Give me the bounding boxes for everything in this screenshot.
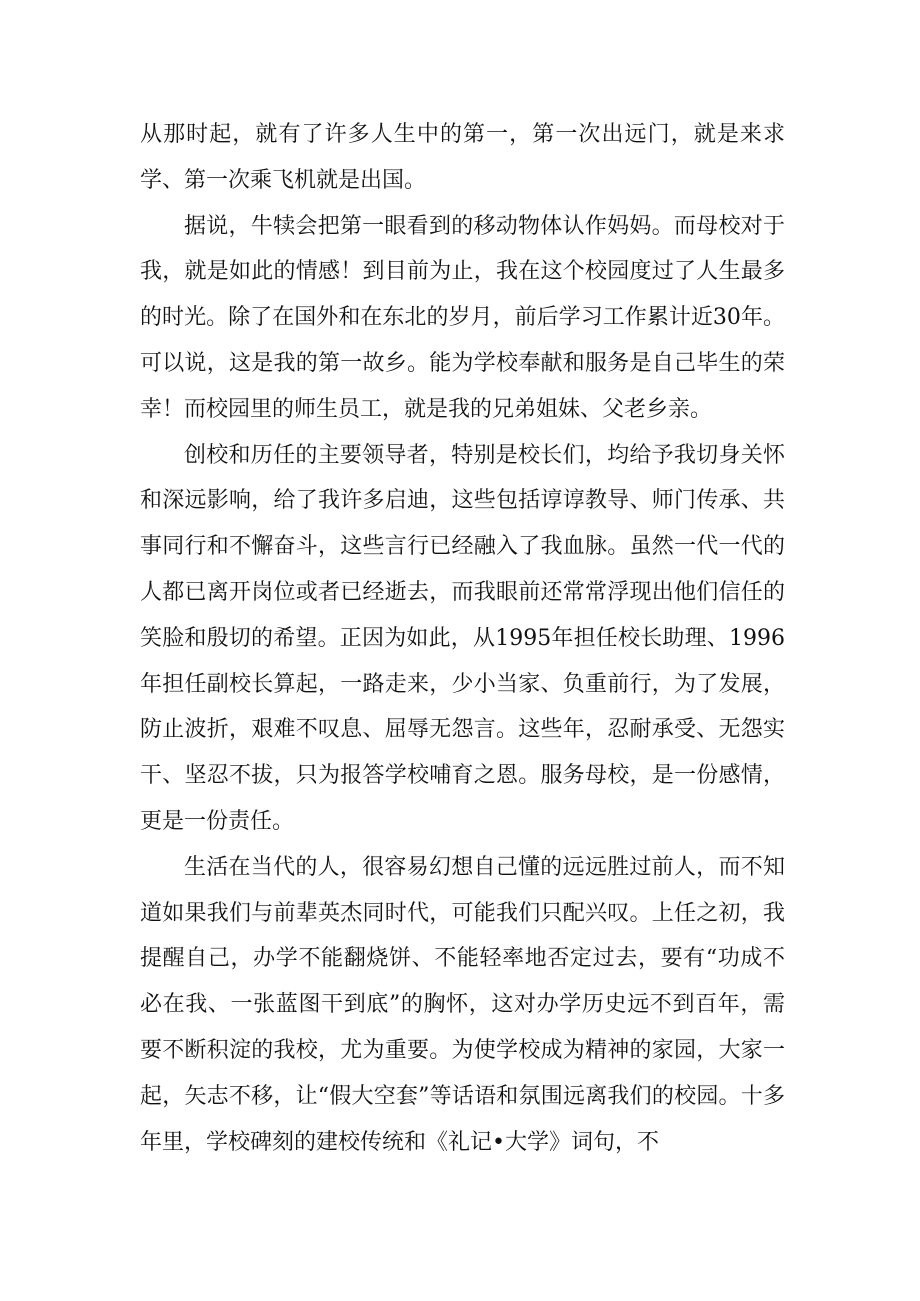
paragraph-2: 据说，牛犊会把第一眼看到的移动物体认作妈妈。而母校对于我，就是如此的情感！到目前为止，我在这个校园度过了人生最多的时光。除了在国外和在东北的岁月，前后学习工作累计近30年。可以说，这是我的第一故乡。能为学校奉献和服务是自己毕生的荣幸！而校园里的师生员工，就是我的兄弟姐妹、父老乡亲。 xyxy=(140,213,785,422)
document-body xyxy=(140,112,785,1165)
paragraph-4: 生活在当代的人，很容易幻想自己懂的远远胜过前人，而不知道如果我们与前辈英杰同时代，可能我们只配兴叹。上任之初，我提醒自己，办学不能翻烧饼、不能轻率地否定过去，要有“功成不必在我、一张蓝图干到底”的胸怀，这对办学历史远不到百年，需要不断积淀的我校，尤为重要。为使学校成为精神的家园，大家一起，矢志不移，让“假大空套”等话语和氛围远离我们的校园。十多年里，学校碑刻的建校传统和《礼记•大学》词句，不 xyxy=(140,854,785,1155)
paragraph-1: 从那时起，就有了许多人生中的第一，第一次出远门，就是来求学、第一次乘飞机就是出国。 xyxy=(140,122,785,193)
paragraph-3: 创校和历任的主要领导者，特别是校长们，均给予我切身关怀和深远影响，给了我许多启迪，这些包括谆谆教导、师门传承、共事同行和不懈奋斗，这些言行已经融入了我血脉。虽然一代一代的人都已离开岗位或者已经逝去，而我眼前还常常浮现出他们信任的笑脸和殷切的希望。正因为如此，从1995年担任校长助理、1996年担任副校长算起，一路走来，少小当家、负重前行，为了发展，防止波折，艰难不叹息、屈辱无怨言。这些年，忍耐承受、无怨实干、坚忍不拔，只为报答学校哺育之恩。服务母校，是一份感情，更是一份责任。 xyxy=(140,442,785,834)
